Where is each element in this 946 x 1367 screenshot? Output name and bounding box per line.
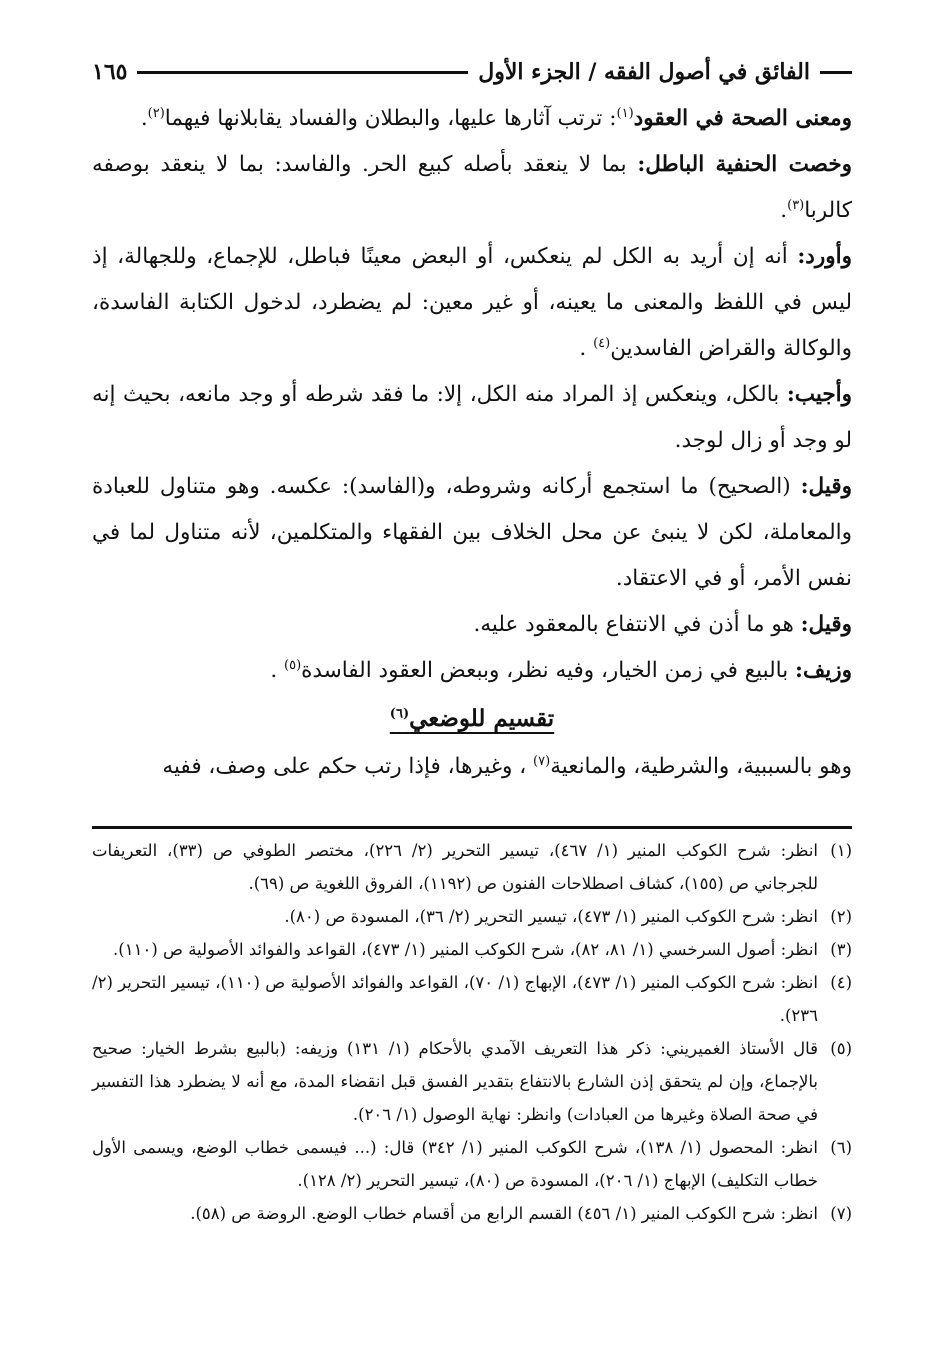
paragraph-text: وهو بالسببية، والشرطية، والمانعية bbox=[550, 754, 852, 779]
footnote-number: (٦) bbox=[830, 1138, 852, 1157]
footnote-number: (٢) bbox=[830, 907, 852, 926]
footnote-ref: (٦) bbox=[389, 706, 410, 722]
footnote-ref: (٧) bbox=[533, 753, 551, 769]
footnote-number: (٥) bbox=[830, 1039, 852, 1058]
paragraph-text: (الصحيح) ما استجمع أركانه وشروطه، و(الفاسد): عكسه. وهو متناول للعبادة والمعاملة، لكن لا ينبئ عن محل الخلاف بين الفقهاء والمتكلمين، لأنه متناول لما في نفس الأمر، أو في الاعتقاد. bbox=[92, 474, 852, 591]
footnote-text: انظر: المحصول (١/ ١٣٨)، شرح الكوكب المنير (١/ ٣٤٢) قال: (... فيسمى خطاب الوضع، ويسمى الأول خطاب التكليف) الإبهاج (١/ ٢٠٦)، المسودة ص (٨٠)، تيسير التحرير (٢/ ١٢٨). bbox=[92, 1138, 818, 1190]
page-number: ١٦٥ bbox=[92, 59, 128, 85]
footnote-2 bbox=[92, 900, 852, 933]
footnote-text: انظر: شرح الكوكب المنير (١/ ٤٦٧)، تيسير التحرير (٢/ ٢٢٦)، مختصر الطوفي ص (٣٣)، التعريفات للجرجاني ص (١٥٥)، كشاف اصطلاحات الفنون ص (١١٩٢)، الفروق اللغوية ص (٦٩). bbox=[92, 841, 819, 893]
footnote-7 bbox=[92, 1197, 852, 1230]
paragraph-text: هو ما أذن في الانتفاع بالمعقود عليه. bbox=[473, 612, 801, 637]
paragraph-3: وأورد: أنه إن أريد به الكل لم ينعكس، أو البعض معينًا فباطل، للإجماع، وللجهالة، إذ ليس في اللفظ والمعنى ما يعينه، أو غير معين: لم يضطرد، لدخول الكتابة الفاسدة، والوكالة والقراض الفاسدين$^{(٤)}$ . bbox=[92, 244, 852, 361]
footnote-4 bbox=[92, 966, 852, 1032]
footnote-3 bbox=[92, 933, 852, 966]
term: وقيل: bbox=[800, 474, 852, 499]
term: وأورد: bbox=[797, 244, 852, 269]
running-title: الفائق في أصول الفقه / الجزء الأول bbox=[478, 59, 810, 85]
term: وأجيب: bbox=[786, 382, 852, 407]
footnote-number: (٤) bbox=[830, 973, 852, 992]
paragraph-text: بالبيع في زمن الخيار، وفيه نظر، وببعض العقود الفاسدة bbox=[301, 658, 796, 683]
paragraph-4 bbox=[92, 372, 852, 464]
section-heading bbox=[92, 694, 852, 744]
footnote-ref: (٥) bbox=[284, 657, 302, 673]
paragraph-text: : ترتب آثارها عليها، والبطلان والفساد يقابلانها فيهما bbox=[164, 106, 617, 131]
header-dash bbox=[820, 71, 852, 74]
term: وقيل: bbox=[800, 612, 852, 637]
footnote-ref: (١) bbox=[616, 105, 634, 121]
footnote-number: (٧) bbox=[830, 1204, 852, 1223]
footnote-separator bbox=[92, 826, 852, 829]
heading-text: تقسيم للوضعي bbox=[409, 705, 555, 732]
paragraph-text: أنه إن أريد به الكل لم ينعكس، أو البعض معينًا فباطل، للإجماع، وللجهالة، إذ ليس في اللفظ والمعنى ما يعينه، أو غير معين: لم يضطرد، لدخول الكتابة الفاسدة، والوكالة والقراض الفاسدين bbox=[92, 244, 852, 361]
footnote-1 bbox=[92, 834, 852, 900]
paragraph-1: ومعنى الصحة في العقود$^{(١)}$: ترتب آثارها عليها، والبطلان والفساد يقابلانها فيهما$^{(٢)}$. bbox=[140, 105, 852, 131]
term: وزيف: bbox=[795, 658, 852, 683]
footnote-text: انظر: شرح الكوكب المنير (١/ ٤٧٣)، الإبهاج (١/ ٧٠)، القواعد والفوائد الأصولية ص (١١٠)، تيسير التحرير (٢/ ٢٣٦). bbox=[92, 973, 818, 1025]
footnotes bbox=[92, 834, 852, 1230]
paragraph-6 bbox=[92, 602, 852, 648]
main-text bbox=[92, 96, 852, 790]
paragraph-text: بما لا ينعقد بأصله كبيع الحر. والفاسد: بما لا ينعقد بوصفه كالربا bbox=[92, 152, 852, 223]
footnote-text: انظر: شرح الكوكب المنير (١/ ٤٥٦) القسم الرابع من أقسام خطاب الوضع. الروضة ص (٥٨). bbox=[190, 1204, 818, 1223]
footnote-number: (١) bbox=[830, 841, 852, 860]
paragraph-2: وخصت الحنفية الباطل: بما لا ينعقد بأصله كبيع الحر. والفاسد: بما لا ينعقد بوصفه كالربا$^{(٣)}$. bbox=[92, 152, 852, 223]
footnote-ref: (٢) bbox=[147, 105, 165, 121]
footnote-6 bbox=[92, 1131, 852, 1197]
footnote-ref: (٤) bbox=[593, 335, 611, 351]
paragraph-5 bbox=[92, 464, 852, 602]
footnote-text: انظر: أصول السرخسي (١/ ٨١، ٨٢)، شرح الكوكب المنير (١/ ٤٧٣)، القواعد والفوائد الأصولية ص (١١٠). bbox=[113, 940, 818, 959]
term: وخصت الحنفية الباطل: bbox=[637, 152, 852, 177]
term: ومعنى الصحة في العقود bbox=[633, 106, 852, 131]
running-header bbox=[92, 55, 852, 89]
paragraph-7: وزيف: بالبيع في زمن الخيار، وفيه نظر، وببعض العقود الفاسدة$^{(٥)}$ . bbox=[270, 657, 852, 683]
header-rule bbox=[137, 71, 468, 74]
footnote-number: (٣) bbox=[830, 940, 852, 959]
footnote-5 bbox=[92, 1032, 852, 1131]
paragraph-8: وهو بالسببية، والشرطية، والمانعية$^{(٧)}$ ، وغيرها، فإذا رتب حكم على وصف، ففيه bbox=[162, 753, 852, 779]
paragraph-text: بالكل، وينعكس إذ المراد منه الكل، إلا: ما فقد شرطه أو وجد مانعه، بحيث إنه لو وجد أو زال لوجد. bbox=[92, 382, 852, 453]
footnote-text: قال الأستاذ الغميريني: ذكر هذا التعريف الآمدي بالأحكام (١/ ١٣١) وزيفه: (بالبيع بشرط الخيار: صحيح بالإجماع، وإن لم يتحقق إذن الشارع بالانتفاع بتقدير الفسق قبل انقضاء المدة، مع أنه لا يضطرد هذا التفسير في صحة الصلاة وغيرها من العبادات) وانظر: نهاية الوصول (١/ ٢٠٦). bbox=[92, 1039, 819, 1124]
footnote-text: انظر: شرح الكوكب المنير (١/ ٤٧٣)، تيسير التحرير (٢/ ٣٦)، المسودة ص (٨٠). bbox=[284, 907, 818, 926]
footnote-ref: (٣) bbox=[787, 197, 805, 213]
